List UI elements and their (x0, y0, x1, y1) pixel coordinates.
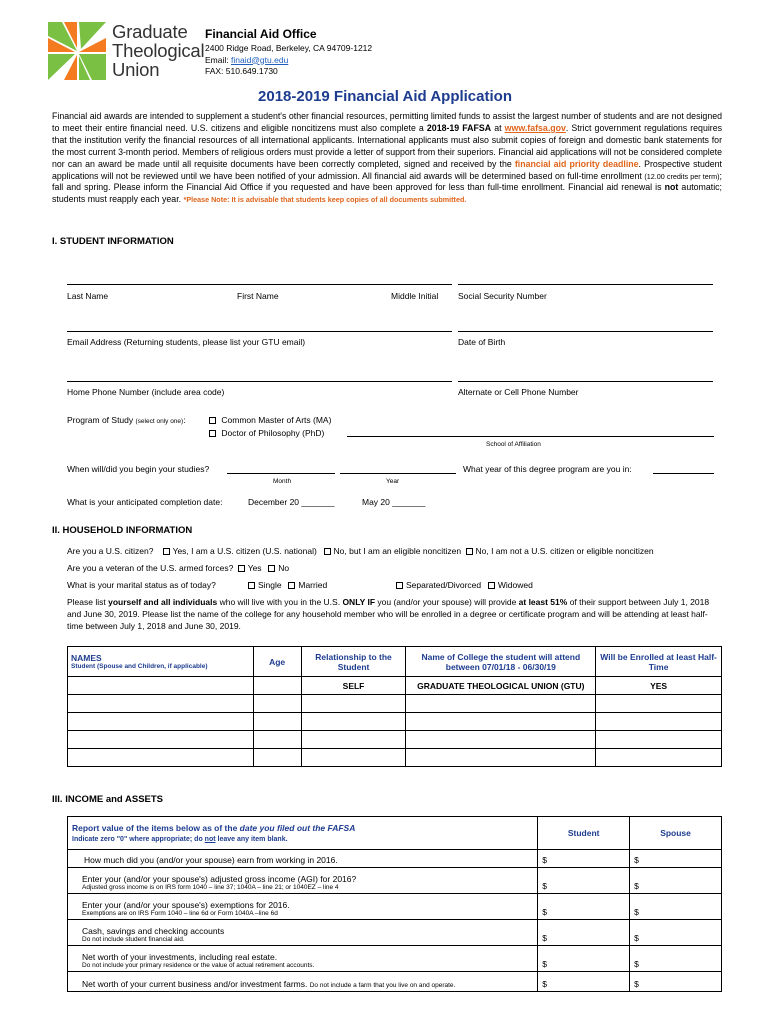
deadline-link[interactable]: financial aid priority deadline (514, 158, 639, 169)
household-header-row (68, 647, 722, 677)
marital-options-a: Single Married (246, 580, 327, 590)
income-row (68, 850, 722, 868)
ssn-label: Social Security Number (458, 291, 547, 301)
veteran-no-checkbox[interactable] (268, 565, 275, 572)
begin-year-line[interactable] (340, 473, 456, 474)
ssn-line[interactable] (458, 284, 713, 285)
citizen-no-checkbox[interactable] (466, 548, 473, 555)
office-email: Email: finaid@gtu.edu (205, 54, 289, 65)
email-label: Email Address (Returning students, please list your GTU email) (67, 337, 306, 347)
name-cell[interactable] (68, 731, 254, 749)
row-sub: Do not include your primary residence or the value of actual retirement accounts. (82, 962, 315, 969)
row-sub: Adjusted gross income is on IRS form 1040 – line 37; 1040A – line 21; or 1040EZ – line 4 (82, 884, 339, 891)
enrolled-cell[interactable] (596, 749, 722, 767)
month-label: Month (273, 478, 292, 485)
income-row (68, 946, 722, 972)
age-cell[interactable] (253, 677, 301, 695)
income-header-row (68, 817, 722, 850)
name-cell[interactable] (68, 749, 254, 767)
table-row (68, 713, 722, 731)
completion-december[interactable]: December 20 _______ (248, 497, 335, 507)
home-phone-line[interactable] (67, 381, 452, 382)
spouse-header: Spouse (630, 817, 722, 850)
ma-checkbox[interactable] (209, 417, 216, 424)
college-cell[interactable] (406, 749, 596, 767)
table-row (68, 695, 722, 713)
home-phone-label: Home Phone Number (include area code) (67, 387, 225, 397)
student-amount[interactable]: $ (538, 894, 630, 920)
veteran-row: Are you a veteran of the U.S. armed forces? Yes No (67, 563, 290, 573)
student-header: Student (538, 817, 630, 850)
college-cell[interactable] (406, 713, 596, 731)
row-main: Cash, savings and checking accounts (82, 926, 225, 936)
enrolled-cell: YES (596, 677, 722, 695)
marital-options-b: Separated/Divorced Widowed (394, 580, 533, 590)
household-table (67, 646, 722, 767)
student-amount[interactable]: $ (538, 868, 630, 894)
veteran-yes-checkbox[interactable] (238, 565, 245, 572)
separated-checkbox[interactable] (396, 582, 403, 589)
age-header: Age (253, 647, 301, 677)
middle-initial-label: Middle Initial (391, 291, 439, 301)
relationship-cell[interactable] (301, 713, 406, 731)
alt-phone-label: Alternate or Cell Phone Number (458, 387, 579, 397)
table-row (68, 677, 722, 695)
income-table (67, 816, 722, 992)
email-line[interactable] (67, 331, 452, 332)
college-header: Name of College the student will attend between 07/01/18 - 06/30/19 (406, 647, 596, 677)
program-ma-option[interactable]: Common Master of Arts (MA) (207, 415, 331, 425)
household-instructions: Please list yourself and all individuals who will live with you in the U.S. ONLY IF you (and/or your spouse) will provide at least 51% of their support between July 1, 2018 and June 30, 2019. Please list the name of the college for any household member who will be enrolled in a degree or certificate program and will be attending at least half-time between July 1, 2018 and June 30, 2019. (67, 597, 710, 631)
spouse-amount[interactable]: $ (630, 850, 722, 868)
student-amount[interactable]: $ (538, 972, 630, 992)
names-header: NAMES Student (Spouse and Children, if applicable) (68, 647, 254, 677)
completion-question: What is your anticipated completion date: (67, 497, 223, 507)
year-program-question: What year of this degree program are you in: (463, 464, 632, 474)
logo-wordmark: Graduate Theological Union (112, 21, 205, 80)
age-cell[interactable] (253, 749, 301, 767)
enrolled-cell[interactable] (596, 713, 722, 731)
college-cell: GRADUATE THEOLOGICAL UNION (GTU) (406, 677, 596, 695)
row-sub: Exemptions are on IRS Form 1040 – line 6d or Form 1040A –line 6d (82, 910, 278, 917)
student-amount[interactable]: $ (538, 920, 630, 946)
dob-label: Date of Birth (458, 337, 506, 347)
income-row (68, 894, 722, 920)
spouse-amount[interactable]: $ (630, 868, 722, 894)
table-row (68, 749, 722, 767)
income-row (68, 868, 722, 894)
age-cell[interactable] (253, 713, 301, 731)
row-main: How much did you (and/or your spouse) earn from working in 2016. (84, 855, 338, 865)
office-address: 2400 Ridge Road, Berkeley, CA 94709-1212 (205, 43, 373, 53)
gtu-logo (48, 22, 106, 80)
college-cell[interactable] (406, 731, 596, 749)
spouse-amount[interactable]: $ (630, 972, 722, 992)
begin-month-line[interactable] (227, 473, 335, 474)
citizen-eligible-checkbox[interactable] (324, 548, 331, 555)
last-name-label: Last Name (67, 291, 109, 301)
student-amount[interactable]: $ (538, 946, 630, 972)
office-name: Financial Aid Office (205, 27, 317, 41)
enrolled-header: Will be Enrolled at least Half-Time (596, 647, 722, 677)
school-line[interactable] (347, 436, 714, 437)
email-link[interactable]: finaid@gtu.edu (230, 54, 289, 65)
relationship-cell[interactable] (301, 749, 406, 767)
row-sub: Do not include a farm that you live on and operate. (309, 982, 456, 989)
relationship-cell: SELF (301, 677, 406, 695)
student-amount[interactable]: $ (538, 850, 630, 868)
office-fax: FAX: 510.649.1730 (205, 66, 278, 76)
name-cell[interactable] (68, 677, 254, 695)
intro-paragraph: Financial aid awards are intended to supplement a student's other financial resources, permitting limited funds to assist the largest number of students and are not designed to meet their entire financial need. U.S. citizens and eligible noncitizens must also complete a 2018-19 FAFSA at www.fafsa.gov. Strict government regulations requires that the institution verify the financial resources of all international applicants. International applicants must also submit copies of foreign and domestic bank statements for the most current 3-month period. Members of religious orders must provide a letter of support from their superiors. Financial aid applications will not be considered complete nor can an award be made until all requisite documents have been correctly completed, signed and received by the financial aid priority deadline. Prospective student applications will not be reviewed until we have been notified of your admission. All financial aid awards will be determined based on full-time enrollment (12.00 credits per term); fall and spring. Please inform the Financial Aid Office if you requested and have been approved for less than full-time enrollment. Financial aid renewal is not automatic; students must reapply each year. *Please Note: It is advisable that students keep copies of all documents submitted. (52, 111, 723, 205)
spouse-amount[interactable]: $ (630, 920, 722, 946)
year-program-line[interactable] (653, 473, 714, 474)
page-title: 2018-2019 Financial Aid Application (258, 88, 512, 105)
year-label: Year (386, 478, 400, 485)
married-checkbox[interactable] (288, 582, 295, 589)
completion-may[interactable]: May 20 _______ (362, 497, 426, 507)
age-cell[interactable] (253, 695, 301, 713)
name-line[interactable] (67, 284, 452, 285)
name-cell[interactable] (68, 713, 254, 731)
section-income-heading: III. INCOME and ASSETS (52, 794, 164, 805)
copies-note: *Please Note: It is advisable that students keep copies of all documents submitted. (183, 195, 467, 205)
row-main: Net worth of your current business and/or investment farms. (82, 979, 308, 989)
office-contact (205, 43, 372, 78)
first-name-label: First Name (237, 291, 279, 301)
citizen-row: Are you a U.S. citizen? Yes, I am a U.S. citizen (U.S. national) No, but I am an eligible noncitizen No, I am not a U.S. citizen or eligible noncitizen (67, 546, 654, 556)
spouse-amount[interactable]: $ (630, 894, 722, 920)
row-main: Net worth of your investments, including real estate. (82, 952, 278, 962)
relationship-header: Relationship to the Student (301, 647, 406, 677)
row-main: Enter your (and/or your spouse's) adjusted gross income (AGI) for 2016? (82, 874, 357, 884)
row-main: Enter your (and/or your spouse's) exemptions for 2016. (82, 900, 290, 910)
citizen-yes-checkbox[interactable] (163, 548, 170, 555)
name-cell[interactable] (68, 695, 254, 713)
alt-phone-line[interactable] (458, 381, 713, 382)
college-cell[interactable] (406, 695, 596, 713)
relationship-cell[interactable] (301, 695, 406, 713)
spouse-amount[interactable]: $ (630, 946, 722, 972)
begin-question: When will/did you begin your studies? (67, 464, 210, 474)
table-row (68, 731, 722, 749)
dob-line[interactable] (458, 331, 713, 332)
fafsa-link[interactable]: www.fafsa.gov (504, 122, 566, 133)
single-checkbox[interactable] (248, 582, 255, 589)
enrolled-cell[interactable] (596, 695, 722, 713)
program-label: Program of Study (select only one): (67, 415, 186, 425)
school-label: School of Affiliation (486, 441, 541, 448)
marital-question: What is your marital status as of today? (67, 580, 216, 590)
section-household-heading: II. HOUSEHOLD INFORMATION (52, 525, 193, 536)
row-sub: Do not include student financial aid. (82, 936, 185, 943)
income-row (68, 972, 722, 992)
program-phd-option[interactable]: Doctor of Philosophy (PhD) (207, 428, 324, 438)
relationship-cell[interactable] (301, 731, 406, 749)
income-row (68, 920, 722, 946)
enrolled-cell[interactable] (596, 731, 722, 749)
report-instructions: Report value of the items below as of the date you filed out the FAFSA Indicate zero "0" where appropriate; do not leave any item blank. (68, 817, 538, 850)
age-cell[interactable] (253, 731, 301, 749)
section-student-info-heading: I. STUDENT INFORMATION (52, 236, 174, 247)
phd-checkbox[interactable] (209, 430, 216, 437)
widowed-checkbox[interactable] (488, 582, 495, 589)
